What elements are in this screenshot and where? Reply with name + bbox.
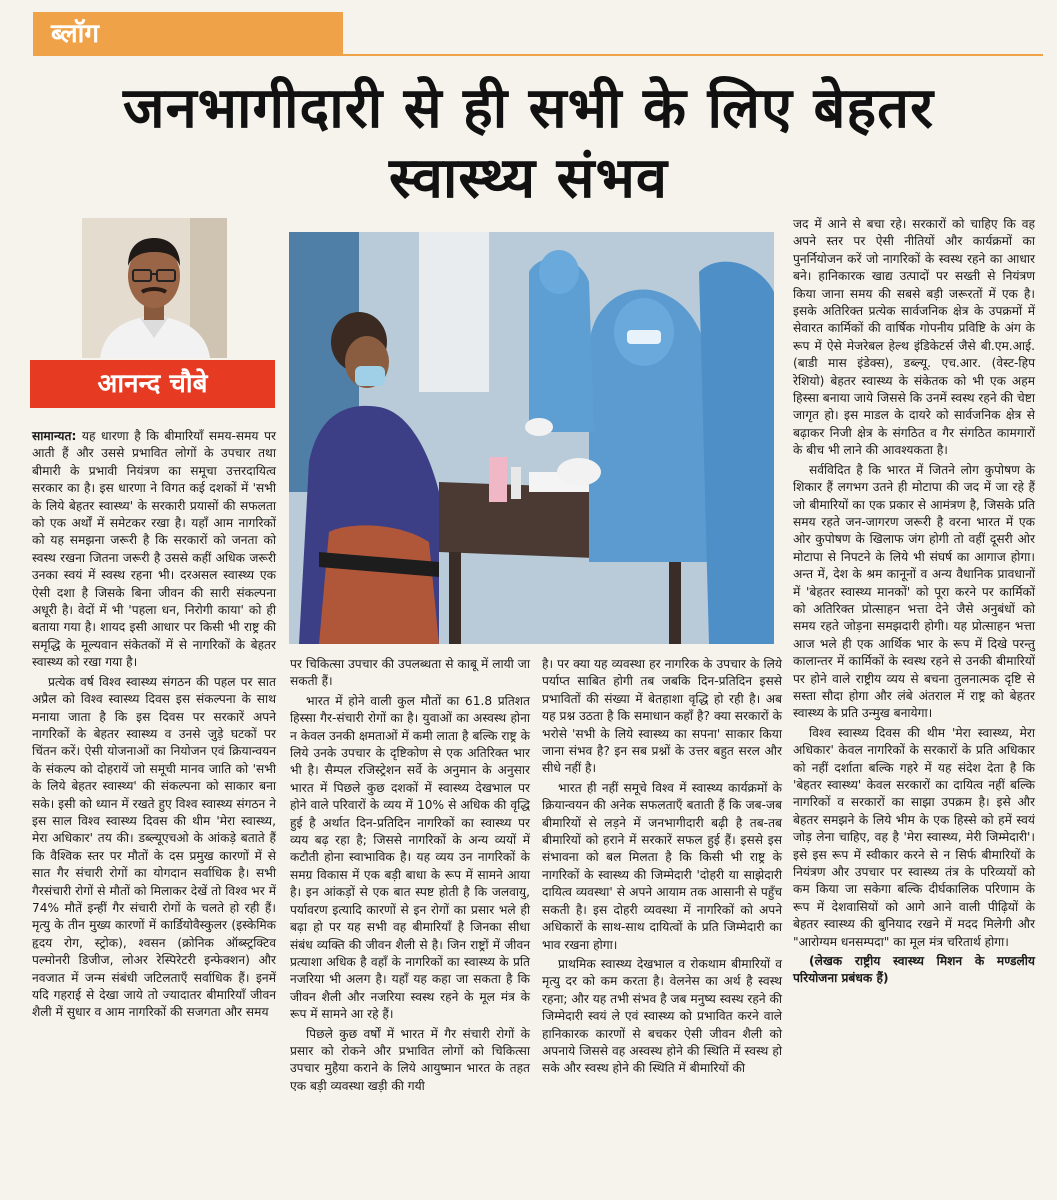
section-tag: ब्लॉग xyxy=(33,12,343,56)
paragraph: है। पर क्या यह व्यवस्था हर नागरिक के उपचार के लिये पर्याप्त साबित होगी तब जबकि दिन-प्रतिदिन इससे प्रभावितों की संख्या में बेतहाशा वृद्धि हो रही है। अब यह प्रश्न उठता है कि समाधान कहाँ है? क्या सरकारों के भरोसे 'सभी के लिये स्वास्थ्य का सपना' साकार किया जाना संभव है? इन सब प्रश्नों के उत्तर बहुत सरल और सीधे नहीं है। xyxy=(542,657,782,776)
article-column-3 xyxy=(542,656,782,1186)
headline-line-2: स्वास्थ्य संभव xyxy=(388,146,669,211)
paragraph: विश्व स्वास्थ्य दिवस की थीम 'मेरा स्वास्थ्य, मेरा अधिकार' केवल नागरिकों के सरकारों के प्रति अधिकार को नहीं दर्शाता बल्कि गहरे में यह संदेश देता है कि 'बेहतर स्वास्थ्य' केवल सरकारों का दायित्व नहीं बल्कि नागरिकों व सरकारों का साझा उपक्रम है। इसे और बेहतर समझने के लिये भीम के एक हिस्से को हमें स्वयं जोड़ लेना चाहिए, वह है 'मेरा स्वास्थ्य, मेरी जिम्मेदारी'। इसे इस रूप में स्वीकार करने से न सिर्फ बीमारियों के नियंत्रण और उपचार पर स्वास्थ्य तंत्र के परिव्ययों को कम किया जा सकेगा बल्कि दीर्घकालिक परिणाम के रूप में देशवासियों को आगे आने वाली पीढ़ियों के बेहतर स्वास्थ्य की बुनियाद रखने में मदद मिलेगी और "आरोग्यम धनसम्पदा" का मूल मंत्र चरितार्थ होगा। xyxy=(793,725,1035,949)
author-portrait-illustration xyxy=(82,218,227,358)
headline-line-1: जनभागीदारी से ही सभी के लिए बेहतर xyxy=(123,76,934,141)
news-photo xyxy=(289,232,774,644)
article-column-4 xyxy=(793,216,1035,1191)
paragraph xyxy=(32,428,276,672)
author-byline: (लेखक राष्ट्रीय स्वास्थ्य मिशन के मण्डलीय परियोजना प्रबंधक हैं) xyxy=(793,954,1035,986)
paragraph: प्रत्येक वर्ष विश्व स्वास्थ्य संगठन की पहल पर सात अप्रैल को विश्व स्वास्थ्य दिवस इस संकल्पना के साथ मनाया जाता है कि इस दिवस पर सरकारें अपने नागरिकों के बेहतर स्वास्थ्य व उनसे जुड़े घटकों पर चिंतन करें। ऐसी योजनाओं का नियोजन एवं क्रियान्वयन के संकल्प को दोहरायें जो समूची मानव जाति को 'सभी के लिये बेहतर स्वास्थ्य' की संकल्पना को साकार बना सके। इसी को ध्यान में रखते हुए विश्व स्वास्थ्य संगठन ने इस साल विश्व स्वास्थ्य दिवस की थीम 'मेरा स्वास्थ्य, मेरा अधिकार' तय की। डब्ल्यूएचओ के आंकड़े बताते हैं कि वैश्विक स्तर पर मौतों के दस प्रमुख कारणों में से सात गैर संचारी रोगों का योगदान सर्वाधिक है। सभी गैरसंचारी रोगों से मौतों को मिलाकर देखें तो विश्व भर में 74% मौतें इन्हीं गैर संचारी रोगों के चलते हो रही हैं। मृत्यु के तीन मुख्य कारणों में कार्डियोवैस्कुलर (इस्केमिक हृदय रोग, स्ट्रोक), श्वसन (क्रोनिक ऑब्स्ट्रक्टिव पल्मोनरी डिजीज, लोअर रेस्पिरेटरी इन्फेक्शन) और नवजात में जन्म संबंधी जटिलताएँ सर्वाधिक हैं। इनमें यदि गहराई से देखा जाये तो ज्यादातर बीमारियाँ जीवन शैली में सुधार व आम नागरिकों की सजगता और समय xyxy=(32,674,276,1020)
paragraph: पर चिकित्सा उपचार की उपलब्धता से काबू में लायी जा सकती हैं। xyxy=(290,657,530,689)
article-column-2 xyxy=(290,656,530,1186)
paragraph: भारत ही नहीं समूचे विश्व में स्वास्थ्य कार्यक्रमों के क्रियान्वयन की अनेक सफलताएँ बताती हैं कि जब-जब बीमारियों से लड़ने में जनभागीदारी बढ़ी है तब-तब बीमारियों को हराने में सरकारें सफल हुई हैं। इससे इस संभावना को बल मिलता है कि किसी भी राष्ट्र के नागरिकों के स्वास्थ्य की जिम्मेदारी 'दोहरी या साझेदारी दायित्व व्यवस्था' से अपने आयाम तक आसानी से पहुँच सकती है। इस दोहरी व्यवस्था में नागरिकों को अपने अधिकारों के साथ-साथ दायित्वों के प्रति जिम्मेदारी का भाव रखना होगा। xyxy=(542,780,782,952)
paragraph-text: यह धारणा है कि बीमारियाँ समय-समय पर आती हैं और उससे प्रभावित लोगों के उपचार तथा बीमारी के प्रभावी नियंत्रण का समूचा उत्तरदायित्व सरकार का है। इस धारणा ने विगत कई दशकों में 'सभी के लिये बेहतर स्वास्थ्य' के सरकारी प्रयासों की सफलता को एक अर्थों में समेटकर रखा है। यहाँ आम नागरिकों को यह समझना जरूरी है कि सरकारों को जनता को स्वस्थ रखना जितना जरूरी है उससे कहीं अधिक जरूरी उनका स्वयं में स्वस्थ रहना भी। दरअसल स्वास्थ्य एक ऐसी दशा है जिसके बिना जीवन की सारी संकल्पना अधूरी है। वेदों में भी 'पहला धन, निरोगी काया' को ही बताया गया है। शायद इसी आधार पर किसी भी राष्ट्र की समृद्धि के मूल्यवान संकेतकों में से नागरिकों के बेहतर स्वास्थ्य को रखा गया है। xyxy=(32,429,276,670)
paragraph: जद में आने से बचा रहे। सरकारों को चाहिए कि वह अपने स्तर पर ऐसी नीतियों और कार्यक्रमों का पुनर्नियोजन करें जो नागरिकों के स्वस्थ रहने का आधार बने। हानिकारक खाद्य उत्पादों पर सख्ती से नियंत्रण किया जाना समय की सबसे बड़ी जरूरतों में एक है। इसके अतिरिक्त प्रत्येक सार्वजनिक क्षेत्र के उपक्रमों में सेवारत कार्मिकों की वार्षिक गोपनीय प्रविष्टि के अंग के रूप में ऐसे मेजरेबल हेल्थ इंडिकेटर्स जैसे बी.एम.आई. (बाडी मास इंडेक्स), डब्ल्यू. एच.आर. (वेस्ट-हिप रेशियो) बेहतर स्वास्थ्य के संकेतक को भी एक अहम हिस्सा बनाया जाये जिससे कि उनमें स्वस्थ रहने की चेष्टा जागृत हो। इस माडल के दायरे को सार्वजनिक क्षेत्र से बढ़ाकर निजी क्षेत्र के संगठित व गैर संगठित कामगारों के बीच भी लाने की आवश्यकता है। xyxy=(793,217,1035,458)
author-photo xyxy=(82,218,227,358)
vaccination-scene-illustration xyxy=(289,232,774,644)
paragraph: पिछले कुछ वर्षों में भारत में गैर संचारी रोगों के प्रसार को रोकने और प्रभावित लोगों को चिकित्सा उपचार मुहैया कराने के लिये आयुष्मान भारत के तहत एक बड़ी व्यवस्था खड़ी की गयी xyxy=(290,1026,530,1093)
headline xyxy=(20,74,1037,214)
lead-word: सामान्यत: xyxy=(32,429,77,443)
section-rule xyxy=(343,54,1043,56)
paragraph: प्राथमिक स्वास्थ्य देखभाल व रोकथाम बीमारियों व मृत्यु दर को कम करता है। वेलनेस का अर्थ है स्वस्थ रहना; और यह तभी संभव है जब मनुष्य स्वस्थ रहने की जिम्मेदारी स्वयं ले एवं स्वास्थ्य को प्रभावित करने वाले हानिकारक कारणों से बचकर ऐसी जीवन शैली को अपनाये जिससे वह अस्वस्थ होने की स्थिति में स्वस्थ हो सके और स्वस्थ होने की स्थिति में बीमारियों की xyxy=(542,956,782,1076)
paragraph: सर्वविदित है कि भारत में जितने लोग कुपोषण के शिकार हैं लगभग उतने ही मोटापा की जद में जा रहे हैं जो बीमारियों का एक प्रकार से आमंत्रण है, जिसके प्रति समय रहते जन-जागरण जरूरी है वरना भारत में एक ओर कुपोषण के खिलाफ जंग होगी तो वहीं दूसरी ओर मोटापा से निपटने के लिये भी संघर्ष का आगाज होगा। अन्त में, देश के श्रम कानूनों व अन्य वैधानिक प्रावधानों में 'बेहतर स्वास्थ्य मानकों' को पूरा करने पर कार्मिकों को अतिरिक्त प्रोत्साहन भत्ता देने जैसे अनुबंधों को समय रहते जोड़ना समझदारी होगी। यह प्रोत्साहन भत्ता आज भले ही एक आर्थिक भार के रूप में दिखे परन्तु कालान्तर में कार्मिकों के स्वस्थ रहने से उनकी बीमारियों पर होने वाले राष्ट्रीय व्यय से बचना तुलनात्मक दृष्टि से सस्ता सौदा होगा और लंबे अंतराल में राष्ट्र को बेहतर स्वास्थ्य के प्रति उन्मुख बनायेगा। xyxy=(793,462,1035,721)
paragraph: भारत में होने वाली कुल मौतों का 61.8 प्रतिशत हिस्सा गैर-संचारी रोगों का है। युवाओं का अस्वस्थ होना न केवल उनकी क्षमताओं में कमी लाता है बल्कि राष्ट्र के लिये उनके उपचार के दृष्टिकोण से एक अतिरिक्त भार भी है। सैम्पल रजिस्ट्रेशन सर्वे के अनुमान के अनुसार भारत में पिछले कुछ दशकों में स्वास्थ्य देखभाल पर होने वाले परिवारों के व्यय में 10% से अधिक की वृद्धि हुई है अर्थात दिन-प्रतिदिन नागरिकों का स्वास्थ्य पर व्यय बढ़ रहा है; जिससे नागरिकों के अन्य व्ययों में कटौती होना स्वाभाविक है। यह व्यय उन नागरिकों के समग्र विकास में एक बड़ी बाधा के रूप में सामने आया है। इन आंकड़ों से एक बात स्पष्ट होती है कि जलवायु, पर्यावरण इत्यादि कारणों से इन रोगों का प्रसार भले ही बढ़ा हो पर यह सभी वह बीमारियाँ है जिनका सीधा संबंध व्यक्ति की जीवन शैली से है। जिन राष्ट्रों में जीवन प्रत्याशा अधिक है वहाँ के नागरिकों का स्वास्थ्य के प्रति नजरिया भी अलग है। यहाँ यह कहा जा सकता है कि जीवन शैली और नजरिया स्वस्थ रहने के मूल मंत्र के रूप में सामने आ रहे हैं। xyxy=(290,693,530,1022)
article-column-1 xyxy=(32,428,276,1188)
author-name: आनन्द चौबे xyxy=(30,360,275,408)
